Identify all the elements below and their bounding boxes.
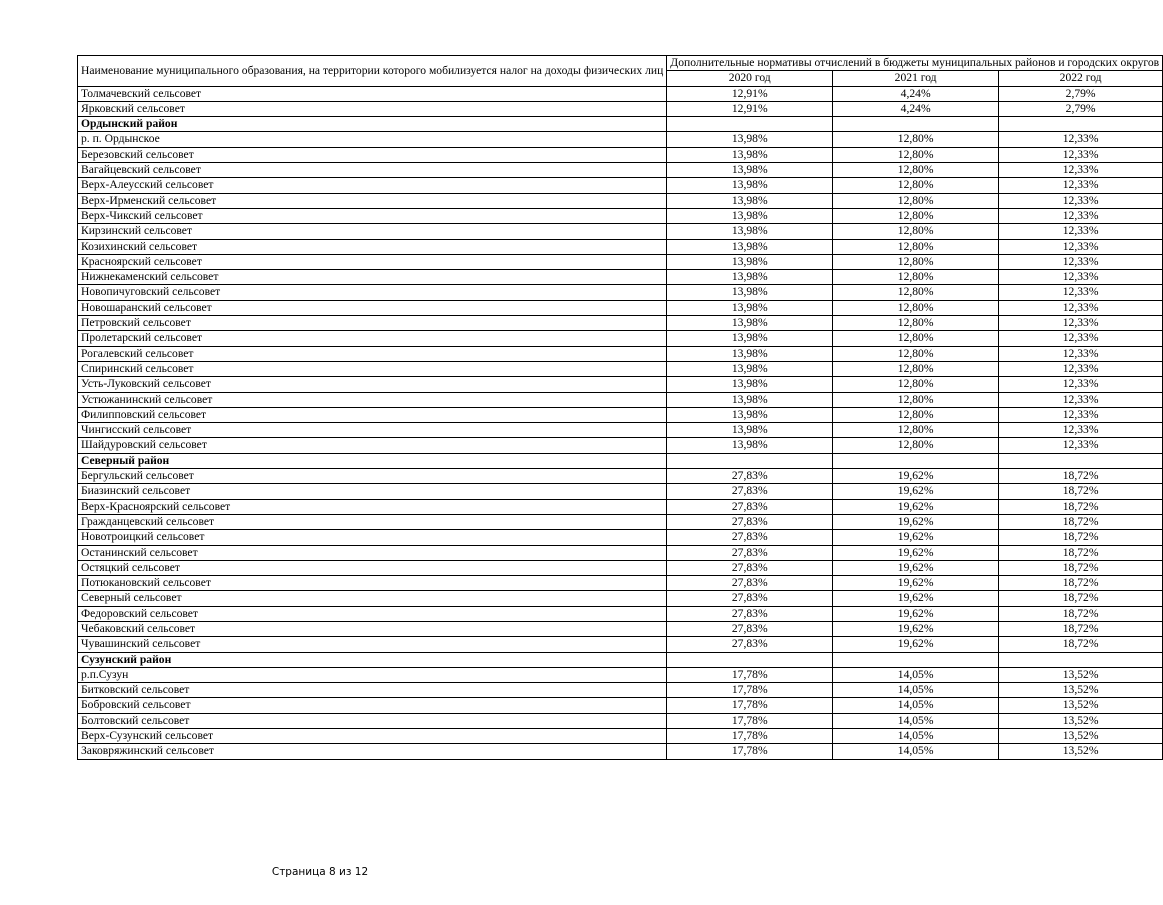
norm-value-2020: 13,98% <box>667 193 833 208</box>
settlement-name: Остяцкий сельсовет <box>78 560 667 575</box>
norm-value-2021: 19,62% <box>833 484 999 499</box>
norm-value-2022: 2,79% <box>999 86 1163 101</box>
table-row <box>78 208 1163 223</box>
settlement-name: Усть-Луковский сельсовет <box>78 377 667 392</box>
norm-value-2020 <box>667 453 833 468</box>
district-row <box>78 453 1163 468</box>
table-row <box>78 132 1163 147</box>
table-row <box>78 545 1163 560</box>
norm-value-2020: 13,98% <box>667 407 833 422</box>
norm-value-2020: 27,83% <box>667 514 833 529</box>
norm-value-2021: 14,05% <box>833 713 999 728</box>
settlement-name: Ярковский сельсовет <box>78 101 667 116</box>
settlement-name: Новотроицкий сельсовет <box>78 530 667 545</box>
settlement-name: Верх-Алеусский сельсовет <box>78 178 667 193</box>
norm-value-2020: 13,98% <box>667 392 833 407</box>
norm-value-2020 <box>667 652 833 667</box>
norm-value-2020: 13,98% <box>667 270 833 285</box>
norm-value-2022: 18,72% <box>999 576 1163 591</box>
table-row <box>78 377 1163 392</box>
settlement-name: Верх-Чикский сельсовет <box>78 208 667 223</box>
norm-value-2021 <box>833 117 999 132</box>
header-year-2020: 2020 год <box>667 71 833 86</box>
table-row <box>78 316 1163 331</box>
norm-value-2022: 12,33% <box>999 377 1163 392</box>
norm-value-2021: 12,80% <box>833 178 999 193</box>
page-number: Страница 8 из 12 <box>271 866 369 878</box>
settlement-name: Кирзинский сельсовет <box>78 224 667 239</box>
table-row <box>78 621 1163 636</box>
settlement-name: Красноярский сельсовет <box>78 254 667 269</box>
settlement-name: Вагайцевский сельсовет <box>78 163 667 178</box>
norm-value-2021: 12,80% <box>833 423 999 438</box>
norm-value-2022: 12,33% <box>999 178 1163 193</box>
district-name: Северный район <box>78 453 667 468</box>
norm-value-2022: 12,33% <box>999 331 1163 346</box>
table-row <box>78 86 1163 101</box>
norm-value-2021: 19,62% <box>833 530 999 545</box>
norm-value-2022: 18,72% <box>999 514 1163 529</box>
norm-value-2022: 18,72% <box>999 560 1163 575</box>
settlement-name: Биазинский сельсовет <box>78 484 667 499</box>
settlement-name: Болтовский сельсовет <box>78 713 667 728</box>
norm-value-2022: 12,33% <box>999 270 1163 285</box>
settlement-name: Северный сельсовет <box>78 591 667 606</box>
norm-value-2021: 12,80% <box>833 147 999 162</box>
norm-value-2022: 18,72% <box>999 530 1163 545</box>
norm-value-2022: 12,33% <box>999 163 1163 178</box>
norm-value-2020: 12,91% <box>667 86 833 101</box>
norm-value-2022: 12,33% <box>999 239 1163 254</box>
norm-value-2021: 12,80% <box>833 300 999 315</box>
settlement-name: р. п. Ордынское <box>78 132 667 147</box>
norm-value-2022 <box>999 652 1163 667</box>
norm-value-2021: 12,80% <box>833 346 999 361</box>
norm-value-2020: 13,98% <box>667 331 833 346</box>
table-row <box>78 163 1163 178</box>
norm-value-2022: 12,33% <box>999 316 1163 331</box>
norm-value-2021: 4,24% <box>833 86 999 101</box>
norm-value-2020: 27,83% <box>667 545 833 560</box>
settlement-name: Верх-Ирменский сельсовет <box>78 193 667 208</box>
norm-value-2021: 19,62% <box>833 637 999 652</box>
norm-value-2021: 12,80% <box>833 331 999 346</box>
norm-value-2021: 12,80% <box>833 285 999 300</box>
norm-value-2020: 13,98% <box>667 147 833 162</box>
table-row <box>78 591 1163 606</box>
norm-value-2020: 27,83% <box>667 576 833 591</box>
settlement-name: Заковряжинский сельсовет <box>78 744 667 759</box>
norm-value-2020: 17,78% <box>667 698 833 713</box>
table-row <box>78 224 1163 239</box>
norm-value-2022: 12,33% <box>999 300 1163 315</box>
norm-value-2020: 27,83% <box>667 560 833 575</box>
norm-value-2020: 13,98% <box>667 132 833 147</box>
table-row <box>78 438 1163 453</box>
table-row <box>78 514 1163 529</box>
norm-value-2021: 12,80% <box>833 132 999 147</box>
norm-value-2020 <box>667 117 833 132</box>
norm-value-2020: 17,78% <box>667 713 833 728</box>
norm-value-2021: 12,80% <box>833 163 999 178</box>
settlement-name: Спиринский сельсовет <box>78 361 667 376</box>
table-row <box>78 423 1163 438</box>
norm-value-2020: 12,91% <box>667 101 833 116</box>
table-row <box>78 147 1163 162</box>
settlement-name: Потюкановский сельсовет <box>78 576 667 591</box>
header-norms-group: Дополнительные нормативы отчислений в бюджеты муниципальных районов и городских округов <box>667 56 1163 71</box>
settlement-name: Битковский сельсовет <box>78 683 667 698</box>
table-row <box>78 270 1163 285</box>
norm-value-2022: 12,33% <box>999 407 1163 422</box>
norm-value-2022: 12,33% <box>999 361 1163 376</box>
norm-value-2020: 13,98% <box>667 208 833 223</box>
header-year-2022: 2022 год <box>999 71 1163 86</box>
norm-value-2020: 13,98% <box>667 224 833 239</box>
table-row <box>78 499 1163 514</box>
norm-value-2020: 13,98% <box>667 163 833 178</box>
norm-value-2022: 18,72% <box>999 591 1163 606</box>
table-row <box>78 178 1163 193</box>
norm-value-2020: 27,83% <box>667 621 833 636</box>
norm-value-2021: 12,80% <box>833 407 999 422</box>
norm-value-2022: 12,33% <box>999 254 1163 269</box>
norm-value-2022: 18,72% <box>999 499 1163 514</box>
norm-value-2022: 18,72% <box>999 621 1163 636</box>
settlement-name: Козихинский сельсовет <box>78 239 667 254</box>
settlement-name: Филипповский сельсовет <box>78 407 667 422</box>
norm-value-2022: 18,72% <box>999 469 1163 484</box>
norm-value-2022: 12,33% <box>999 147 1163 162</box>
norm-value-2020: 27,83% <box>667 606 833 621</box>
norm-value-2022: 12,33% <box>999 224 1163 239</box>
norm-value-2020: 13,98% <box>667 300 833 315</box>
norm-value-2020: 27,83% <box>667 530 833 545</box>
settlement-name: р.п.Сузун <box>78 667 667 682</box>
norm-value-2021: 14,05% <box>833 698 999 713</box>
table-row <box>78 469 1163 484</box>
norm-value-2021: 19,62% <box>833 576 999 591</box>
settlement-name: Толмачевский сельсовет <box>78 86 667 101</box>
norm-value-2022 <box>999 117 1163 132</box>
settlement-name: Шайдуровский сельсовет <box>78 438 667 453</box>
norm-value-2020: 13,98% <box>667 438 833 453</box>
table-row <box>78 392 1163 407</box>
norm-value-2021: 19,62% <box>833 606 999 621</box>
norm-value-2020: 17,78% <box>667 729 833 744</box>
table-row <box>78 407 1163 422</box>
norm-value-2021: 19,62% <box>833 499 999 514</box>
table-row <box>78 744 1163 759</box>
norm-value-2022: 18,72% <box>999 484 1163 499</box>
norm-value-2021: 12,80% <box>833 239 999 254</box>
settlement-name: Петровский сельсовет <box>78 316 667 331</box>
table-row <box>78 484 1163 499</box>
norm-value-2020: 17,78% <box>667 744 833 759</box>
settlement-name: Чингисский сельсовет <box>78 423 667 438</box>
norm-value-2021: 12,80% <box>833 316 999 331</box>
norm-value-2022: 12,33% <box>999 392 1163 407</box>
norm-value-2020: 27,83% <box>667 499 833 514</box>
norm-value-2022: 12,33% <box>999 423 1163 438</box>
settlement-name: Останинский сельсовет <box>78 545 667 560</box>
district-name: Сузунский район <box>78 652 667 667</box>
norm-value-2021: 19,62% <box>833 621 999 636</box>
norm-value-2021: 12,80% <box>833 224 999 239</box>
norm-value-2022: 13,52% <box>999 729 1163 744</box>
norm-value-2022: 12,33% <box>999 208 1163 223</box>
norm-value-2020: 13,98% <box>667 254 833 269</box>
norm-value-2022: 13,52% <box>999 713 1163 728</box>
norm-value-2022: 2,79% <box>999 101 1163 116</box>
table-row <box>78 285 1163 300</box>
norm-value-2021 <box>833 652 999 667</box>
settlement-name: Пролетарский сельсовет <box>78 331 667 346</box>
table-row <box>78 239 1163 254</box>
settlement-name: Устюжанинский сельсовет <box>78 392 667 407</box>
settlement-name: Верх-Красноярский сельсовет <box>78 499 667 514</box>
table-row <box>78 331 1163 346</box>
header-year-2021: 2021 год <box>833 71 999 86</box>
norm-value-2021: 14,05% <box>833 729 999 744</box>
norm-value-2021: 12,80% <box>833 208 999 223</box>
settlement-name: Чебаковский сельсовет <box>78 621 667 636</box>
norm-value-2020: 13,98% <box>667 423 833 438</box>
settlement-name: Рогалевский сельсовет <box>78 346 667 361</box>
norm-value-2021: 19,62% <box>833 514 999 529</box>
table-row <box>78 300 1163 315</box>
norm-value-2022 <box>999 453 1163 468</box>
norm-value-2021: 12,80% <box>833 254 999 269</box>
norm-value-2021: 19,62% <box>833 591 999 606</box>
table-row <box>78 729 1163 744</box>
norm-value-2021: 19,62% <box>833 560 999 575</box>
settlement-name: Верх-Сузунский сельсовет <box>78 729 667 744</box>
norm-value-2021: 12,80% <box>833 377 999 392</box>
norm-value-2020: 13,98% <box>667 346 833 361</box>
district-name: Ордынский район <box>78 117 667 132</box>
norm-value-2021: 12,80% <box>833 193 999 208</box>
norm-value-2021: 14,05% <box>833 667 999 682</box>
table-row <box>78 606 1163 621</box>
norm-value-2021: 14,05% <box>833 683 999 698</box>
table-row <box>78 683 1163 698</box>
settlement-name: Новопичуговский сельсовет <box>78 285 667 300</box>
norm-value-2020: 13,98% <box>667 178 833 193</box>
norm-value-2021: 12,80% <box>833 438 999 453</box>
norm-value-2022: 13,52% <box>999 683 1163 698</box>
settlement-name: Чувашинский сельсовет <box>78 637 667 652</box>
table-row <box>78 560 1163 575</box>
table-row <box>78 346 1163 361</box>
norm-value-2022: 12,33% <box>999 132 1163 147</box>
norm-value-2020: 13,98% <box>667 361 833 376</box>
table-row <box>78 361 1163 376</box>
settlement-name: Федоровский сельсовет <box>78 606 667 621</box>
norm-value-2021: 12,80% <box>833 270 999 285</box>
norm-value-2022: 18,72% <box>999 606 1163 621</box>
norm-value-2022: 18,72% <box>999 545 1163 560</box>
norm-value-2021: 14,05% <box>833 744 999 759</box>
norm-value-2020: 27,83% <box>667 484 833 499</box>
settlement-name: Березовский сельсовет <box>78 147 667 162</box>
norm-value-2022: 12,33% <box>999 346 1163 361</box>
norm-value-2022: 18,72% <box>999 637 1163 652</box>
norm-value-2020: 13,98% <box>667 239 833 254</box>
norm-value-2021: 12,80% <box>833 392 999 407</box>
norm-value-2022: 12,33% <box>999 438 1163 453</box>
norm-value-2020: 13,98% <box>667 377 833 392</box>
norm-value-2021: 19,62% <box>833 545 999 560</box>
norm-value-2020: 27,83% <box>667 637 833 652</box>
norm-value-2020: 27,83% <box>667 469 833 484</box>
table-row <box>78 667 1163 682</box>
table-body <box>78 86 1163 759</box>
table-row <box>78 193 1163 208</box>
norm-value-2020: 27,83% <box>667 591 833 606</box>
header-municipality: Наименование муниципального образования, на территории которого мобилизуется налог на доходы физических лиц <box>78 56 667 87</box>
norm-value-2021: 12,80% <box>833 361 999 376</box>
norm-value-2022: 13,52% <box>999 744 1163 759</box>
table-row <box>78 530 1163 545</box>
district-row <box>78 117 1163 132</box>
district-row <box>78 652 1163 667</box>
norm-value-2021 <box>833 453 999 468</box>
norm-value-2022: 12,33% <box>999 285 1163 300</box>
tax-norms-table <box>77 55 1163 760</box>
settlement-name: Нижнекаменский сельсовет <box>78 270 667 285</box>
table-row <box>78 637 1163 652</box>
table-row <box>78 254 1163 269</box>
table-row <box>78 713 1163 728</box>
settlement-name: Гражданцевский сельсовет <box>78 514 667 529</box>
settlement-name: Бергульский сельсовет <box>78 469 667 484</box>
norm-value-2021: 4,24% <box>833 101 999 116</box>
settlement-name: Новошаранский сельсовет <box>78 300 667 315</box>
norm-value-2020: 17,78% <box>667 683 833 698</box>
norm-value-2020: 13,98% <box>667 285 833 300</box>
norm-value-2020: 17,78% <box>667 667 833 682</box>
norm-value-2021: 19,62% <box>833 469 999 484</box>
norm-value-2022: 12,33% <box>999 193 1163 208</box>
settlement-name: Бобровский сельсовет <box>78 698 667 713</box>
table-row <box>78 698 1163 713</box>
norm-value-2022: 13,52% <box>999 667 1163 682</box>
norm-value-2020: 13,98% <box>667 316 833 331</box>
table-row <box>78 101 1163 116</box>
norm-value-2022: 13,52% <box>999 698 1163 713</box>
table-row <box>78 576 1163 591</box>
